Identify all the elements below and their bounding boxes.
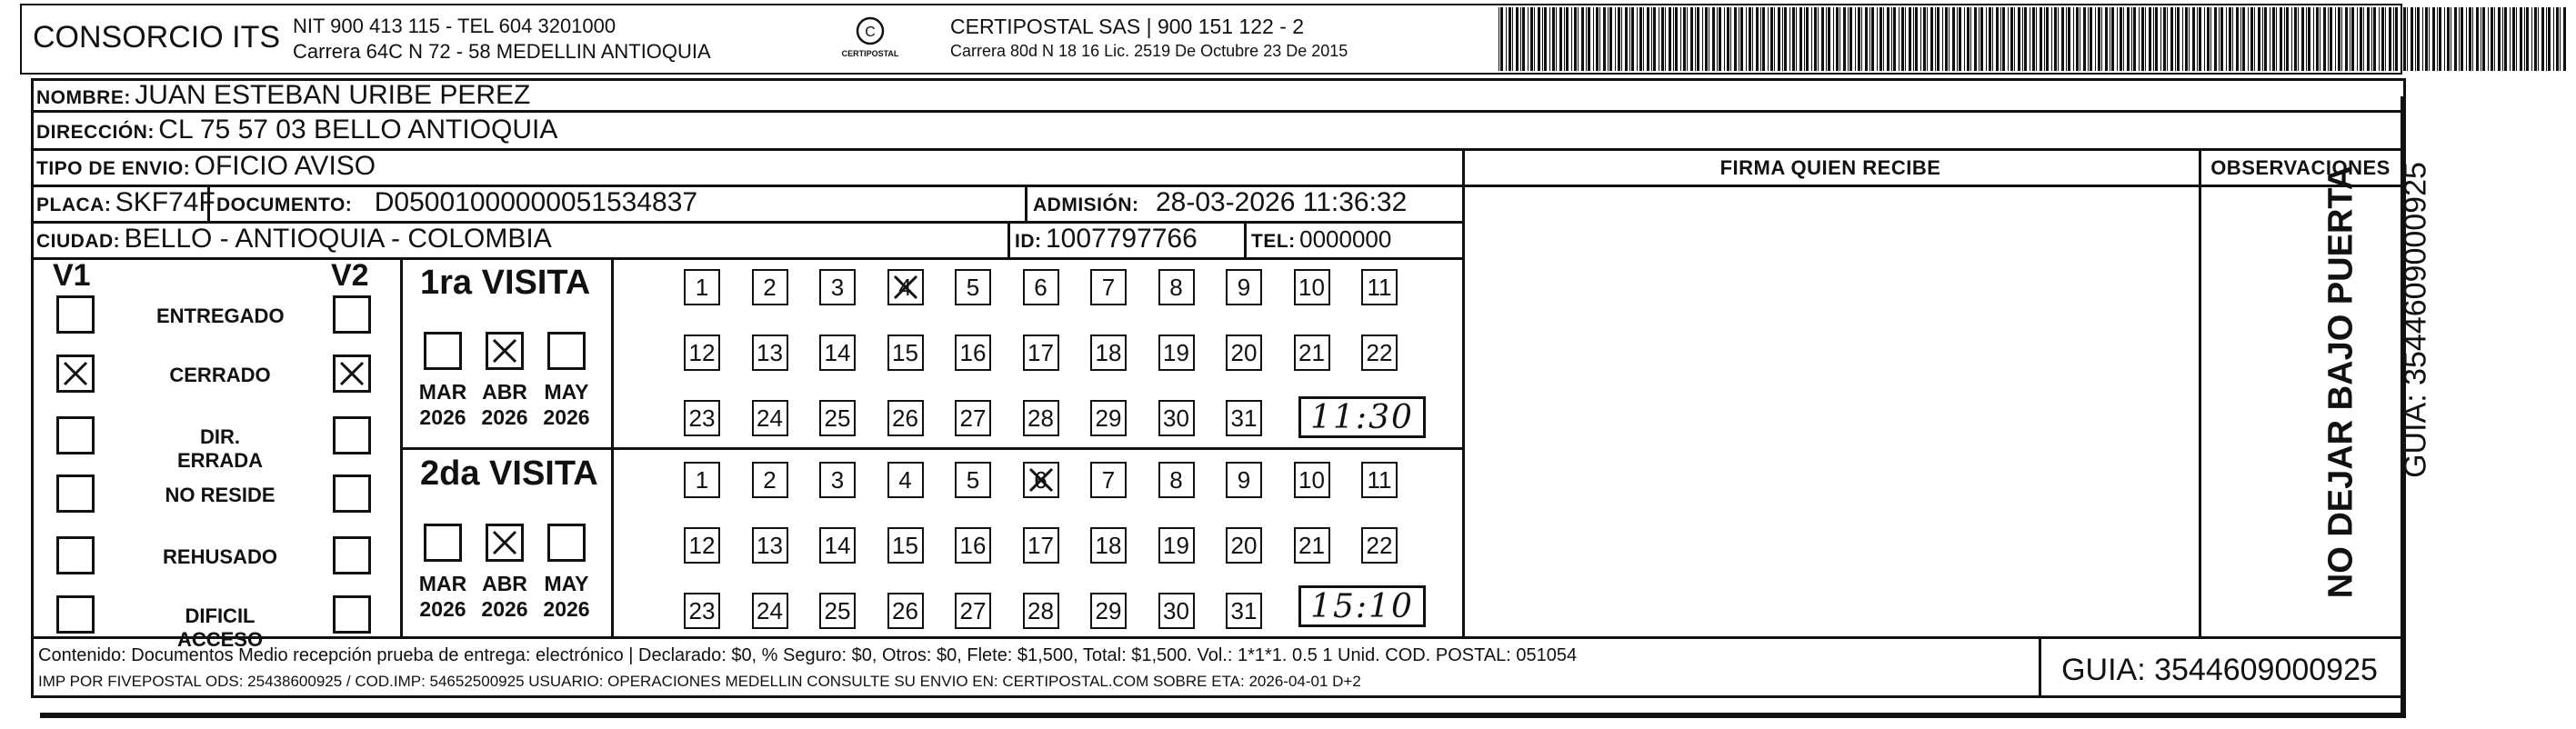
- day-box[interactable]: [887, 527, 924, 564]
- ciudad-value: BELLO - ANTIOQUIA - COLOMBIA: [124, 224, 552, 254]
- day-box[interactable]: [1361, 462, 1398, 498]
- day-box[interactable]: [819, 593, 856, 629]
- v2-label: V2: [331, 258, 369, 293]
- day-label: 17: [1027, 532, 1054, 559]
- v2-checkbox[interactable]: [333, 355, 371, 393]
- admision-value: 28-03-2026 11:36:32: [1155, 187, 1408, 217]
- day-label: 27: [959, 404, 987, 432]
- day-label: 20: [1230, 532, 1258, 559]
- day-box[interactable]: [1294, 527, 1330, 564]
- company-line1: NIT 900 413 115 - TEL 604 3201000: [293, 15, 616, 37]
- day-label: 24: [757, 404, 783, 432]
- direccion-row: DIRECCIÓN: CL 75 57 03 BELLO ANTIOQUIA: [36, 115, 558, 145]
- day-box[interactable]: [1090, 527, 1127, 564]
- visit1-time: 11:30: [1310, 399, 1414, 436]
- day-box[interactable]: [955, 269, 991, 305]
- footer-line2: IMP POR FIVEPOSTAL ODS: 25438600925 / COD.IMP: 54652500925 USUARIO: OPERACIONES MEDELLIN CONSULTE SU ENVIO EN: CERTIPOSTAL.COM SOBRE ETA: 2026-04-01 D+2: [38, 673, 1361, 690]
- day-box[interactable]: [1023, 400, 1059, 436]
- month-label: MAR 2026: [418, 380, 467, 429]
- day-label: 3: [830, 274, 845, 301]
- day-label: 5: [966, 466, 980, 494]
- day-box[interactable]: [1090, 593, 1127, 629]
- company-line2: Carrera 64C N 72 - 58 MEDELLIN ANTIOQUIA: [293, 40, 711, 63]
- visit1-title: 1ra VISITA: [420, 264, 591, 302]
- day-label: 13: [757, 532, 783, 559]
- v2-checkbox[interactable]: [333, 295, 371, 334]
- day-box[interactable]: [752, 400, 788, 436]
- day-label: 23: [688, 404, 716, 432]
- day-label: 8: [1169, 466, 1183, 494]
- day-box[interactable]: [819, 400, 856, 436]
- day-box[interactable]: [1158, 593, 1195, 629]
- day-label: 16: [959, 532, 987, 559]
- month-checkbox[interactable]: [547, 524, 586, 562]
- day-box[interactable]: [1361, 269, 1398, 305]
- v1-checkbox[interactable]: [56, 536, 95, 574]
- day-box[interactable]: [684, 462, 720, 498]
- day-box[interactable]: [887, 400, 924, 436]
- day-box[interactable]: [887, 593, 924, 629]
- admision-row: ADMISIÓN: 28-03-2026 11:36:32: [1033, 187, 1408, 217]
- month-label: ABR 2026: [481, 572, 528, 621]
- month-label: MAY 2026: [543, 380, 590, 429]
- v1-label: V1: [53, 258, 91, 293]
- observaciones-area[interactable]: [2202, 187, 2399, 634]
- courier-line2: Carrera 80d N 18 16 Lic. 2519 De Octubre 23 De 2015: [950, 42, 1348, 60]
- day-label: 6: [1034, 466, 1047, 494]
- day-label: 13: [757, 339, 783, 366]
- day-box[interactable]: [1158, 400, 1195, 436]
- visit2-time-box[interactable]: [1298, 585, 1426, 627]
- day-label: 19: [1163, 532, 1189, 559]
- day-box[interactable]: [887, 269, 924, 305]
- day-box[interactable]: [1226, 527, 1262, 564]
- day-label: 31: [1230, 404, 1258, 432]
- id-value: 1007797766: [1045, 224, 1198, 254]
- day-box[interactable]: [1158, 527, 1195, 564]
- barcode: [1498, 7, 2571, 71]
- visit1-time-box[interactable]: [1298, 396, 1426, 438]
- company-name: CONSORCIO ITS: [33, 20, 281, 55]
- day-box[interactable]: [1158, 462, 1195, 498]
- day-box[interactable]: [1023, 269, 1059, 305]
- day-label: 11: [1367, 466, 1392, 494]
- day-label: 28: [1027, 597, 1054, 624]
- day-label: 5: [966, 274, 980, 301]
- placa-row: PLACA: SKF74F: [36, 187, 216, 217]
- day-label: 2: [763, 466, 777, 494]
- day-label: 29: [1095, 404, 1122, 432]
- day-label: 16: [959, 339, 987, 366]
- day-label: 21: [1298, 339, 1325, 366]
- day-box[interactable]: [1023, 593, 1059, 629]
- day-box[interactable]: [955, 527, 991, 564]
- day-box[interactable]: [1294, 462, 1330, 498]
- direccion-value: CL 75 57 03 BELLO ANTIOQUIA: [158, 115, 558, 145]
- day-label: 4: [898, 274, 912, 301]
- day-label: 27: [959, 597, 987, 624]
- day-box[interactable]: [1023, 335, 1059, 371]
- side-guia: GUIA: 3544609000925: [2398, 162, 2433, 478]
- placa-value: SKF74F: [115, 187, 216, 217]
- day-label: 12: [688, 339, 716, 366]
- month-label: ABR 2026: [481, 380, 528, 429]
- day-box[interactable]: [887, 462, 924, 498]
- day-box[interactable]: [1158, 335, 1195, 371]
- day-box[interactable]: [1090, 269, 1127, 305]
- day-box[interactable]: [819, 527, 856, 564]
- status-option-label: NO RESIDE: [165, 484, 276, 506]
- day-box[interactable]: [955, 400, 991, 436]
- day-label: 3: [830, 466, 845, 494]
- day-label: 9: [1237, 274, 1251, 301]
- nombre-value: JUAN ESTEBAN URIBE PEREZ: [135, 80, 531, 110]
- day-label: 8: [1169, 274, 1183, 301]
- v1-checkbox[interactable]: [56, 595, 95, 634]
- day-box[interactable]: [955, 462, 991, 498]
- tipo-envio-row: TIPO DE ENVIO: OFICIO AVISO: [36, 151, 376, 181]
- tipo-envio-value: OFICIO AVISO: [194, 151, 376, 181]
- day-label: 22: [1366, 339, 1393, 366]
- day-label: 6: [1034, 274, 1047, 301]
- documento-value: D05001000000051534837: [374, 187, 698, 217]
- day-label: 1: [695, 466, 709, 494]
- v1-checkbox[interactable]: [56, 416, 95, 454]
- month-checkbox[interactable]: [424, 332, 462, 370]
- day-label: 24: [757, 597, 783, 624]
- day-label: 7: [1101, 274, 1116, 301]
- svg-text:C: C: [865, 25, 876, 40]
- footer-guia: GUIA: 3544609000925: [2061, 653, 2378, 687]
- id-row: ID: 1007797766: [1015, 224, 1198, 254]
- tel-row: TEL: 0000000: [1251, 225, 1392, 253]
- day-box[interactable]: [1361, 527, 1398, 564]
- day-box[interactable]: [752, 593, 788, 629]
- ciudad-row: CIUDAD: BELLO - ANTIOQUIA - COLOMBIA: [36, 224, 552, 254]
- footer-line1: Contenido: Documentos Medio recepción prueba de entrega: electrónico | Declarado: $0, % Seguro: $0, Otros: $0, Flete: $1,500, Total: $1,500. Vol.: 1*1*1. 0.5 1 Unid. COD. POSTAL: 051054: [38, 645, 1578, 665]
- tel-value: 0000000: [1299, 225, 1392, 253]
- day-box[interactable]: [955, 335, 991, 371]
- day-label: 23: [688, 597, 716, 624]
- day-label: 20: [1230, 339, 1258, 366]
- documento-row: DOCUMENTO: D05001000000051534837: [216, 187, 698, 217]
- day-box[interactable]: [1090, 462, 1127, 498]
- day-box[interactable]: [684, 269, 720, 305]
- day-box[interactable]: [1294, 335, 1330, 371]
- day-box[interactable]: [684, 400, 720, 436]
- day-label: 10: [1298, 466, 1325, 494]
- day-box[interactable]: [1226, 593, 1262, 629]
- day-box[interactable]: [752, 462, 788, 498]
- day-box[interactable]: [955, 593, 991, 629]
- observaciones-label: OBSERVACIONES: [2210, 156, 2391, 179]
- day-box[interactable]: [1023, 462, 1059, 498]
- v2-checkbox[interactable]: [333, 474, 371, 513]
- day-box[interactable]: [752, 269, 788, 305]
- day-label: 22: [1366, 532, 1393, 559]
- day-label: 15: [892, 532, 918, 559]
- day-box[interactable]: [819, 269, 856, 305]
- day-box[interactable]: [1226, 400, 1262, 436]
- day-label: 21: [1298, 532, 1325, 559]
- day-label: 19: [1163, 339, 1189, 366]
- status-option-label: DIFICIL ACCESO: [176, 604, 264, 651]
- day-label: 31: [1230, 597, 1258, 624]
- day-box[interactable]: [1226, 269, 1262, 305]
- day-label: 26: [892, 404, 918, 432]
- day-label: 11: [1367, 274, 1392, 301]
- day-box[interactable]: [752, 335, 788, 371]
- month-checkbox[interactable]: [486, 332, 524, 370]
- visit2-title: 2da VISITA: [420, 454, 598, 493]
- day-label: 25: [824, 597, 851, 624]
- month-checkbox[interactable]: [424, 524, 462, 562]
- day-box[interactable]: [752, 527, 788, 564]
- nombre-row: NOMBRE: JUAN ESTEBAN URIBE PEREZ: [36, 80, 531, 110]
- visit2-time: 15:10: [1310, 588, 1414, 625]
- month-label: MAR 2026: [418, 572, 467, 621]
- day-label: 29: [1095, 597, 1122, 624]
- day-label: 7: [1101, 466, 1116, 494]
- status-option-label: DIR. ERRADA: [176, 425, 264, 472]
- v2-checkbox[interactable]: [333, 595, 371, 634]
- month-label: MAY 2026: [543, 572, 590, 621]
- day-label: 2: [763, 274, 777, 301]
- day-box[interactable]: [1023, 527, 1059, 564]
- day-box[interactable]: [819, 462, 856, 498]
- day-box[interactable]: [684, 593, 720, 629]
- day-label: 17: [1027, 339, 1054, 366]
- day-box[interactable]: [1090, 335, 1127, 371]
- day-label: 4: [898, 466, 912, 494]
- day-label: 25: [824, 404, 851, 432]
- day-label: 18: [1095, 532, 1122, 559]
- v1-checkbox[interactable]: [56, 355, 95, 393]
- month-checkbox[interactable]: [486, 524, 524, 562]
- day-box[interactable]: [1090, 400, 1127, 436]
- day-box[interactable]: [684, 335, 720, 371]
- status-option-label: CERRADO: [169, 364, 271, 386]
- v2-checkbox[interactable]: [333, 416, 371, 454]
- day-label: 1: [695, 274, 709, 301]
- courier-line1: CERTIPOSTAL SAS | 900 151 122 - 2: [950, 15, 1305, 38]
- side-warning: NO DEJAR BAJO PUERTA: [2321, 165, 2360, 599]
- day-box[interactable]: [887, 335, 924, 371]
- firma-area[interactable]: [1466, 187, 2197, 634]
- day-label: 12: [688, 532, 716, 559]
- day-box[interactable]: [819, 335, 856, 371]
- day-box[interactable]: [1361, 335, 1398, 371]
- firma-label: FIRMA QUIEN RECIBE: [1719, 156, 1941, 179]
- day-box[interactable]: [1158, 269, 1195, 305]
- month-checkbox[interactable]: [547, 332, 586, 370]
- day-label: 10: [1298, 274, 1325, 301]
- v2-checkbox[interactable]: [333, 536, 371, 574]
- day-box[interactable]: [684, 527, 720, 564]
- day-label: 26: [892, 597, 918, 624]
- v1-checkbox[interactable]: [56, 474, 95, 513]
- day-label: 15: [892, 339, 918, 366]
- certipostal-logo: C CERTIPOSTAL: [831, 15, 909, 65]
- day-box[interactable]: [1226, 335, 1262, 371]
- day-label: 9: [1237, 466, 1251, 494]
- day-label: 14: [824, 532, 851, 559]
- day-box[interactable]: [1294, 269, 1330, 305]
- v1-checkbox[interactable]: [56, 295, 95, 334]
- day-label: 30: [1163, 597, 1189, 624]
- day-label: 30: [1163, 404, 1189, 432]
- day-label: 28: [1027, 404, 1054, 432]
- status-option-label: REHUSADO: [163, 545, 277, 568]
- day-label: 18: [1095, 339, 1122, 366]
- day-box[interactable]: [1226, 462, 1262, 498]
- status-option-label: ENTREGADO: [156, 305, 285, 327]
- day-label: 14: [824, 339, 851, 366]
